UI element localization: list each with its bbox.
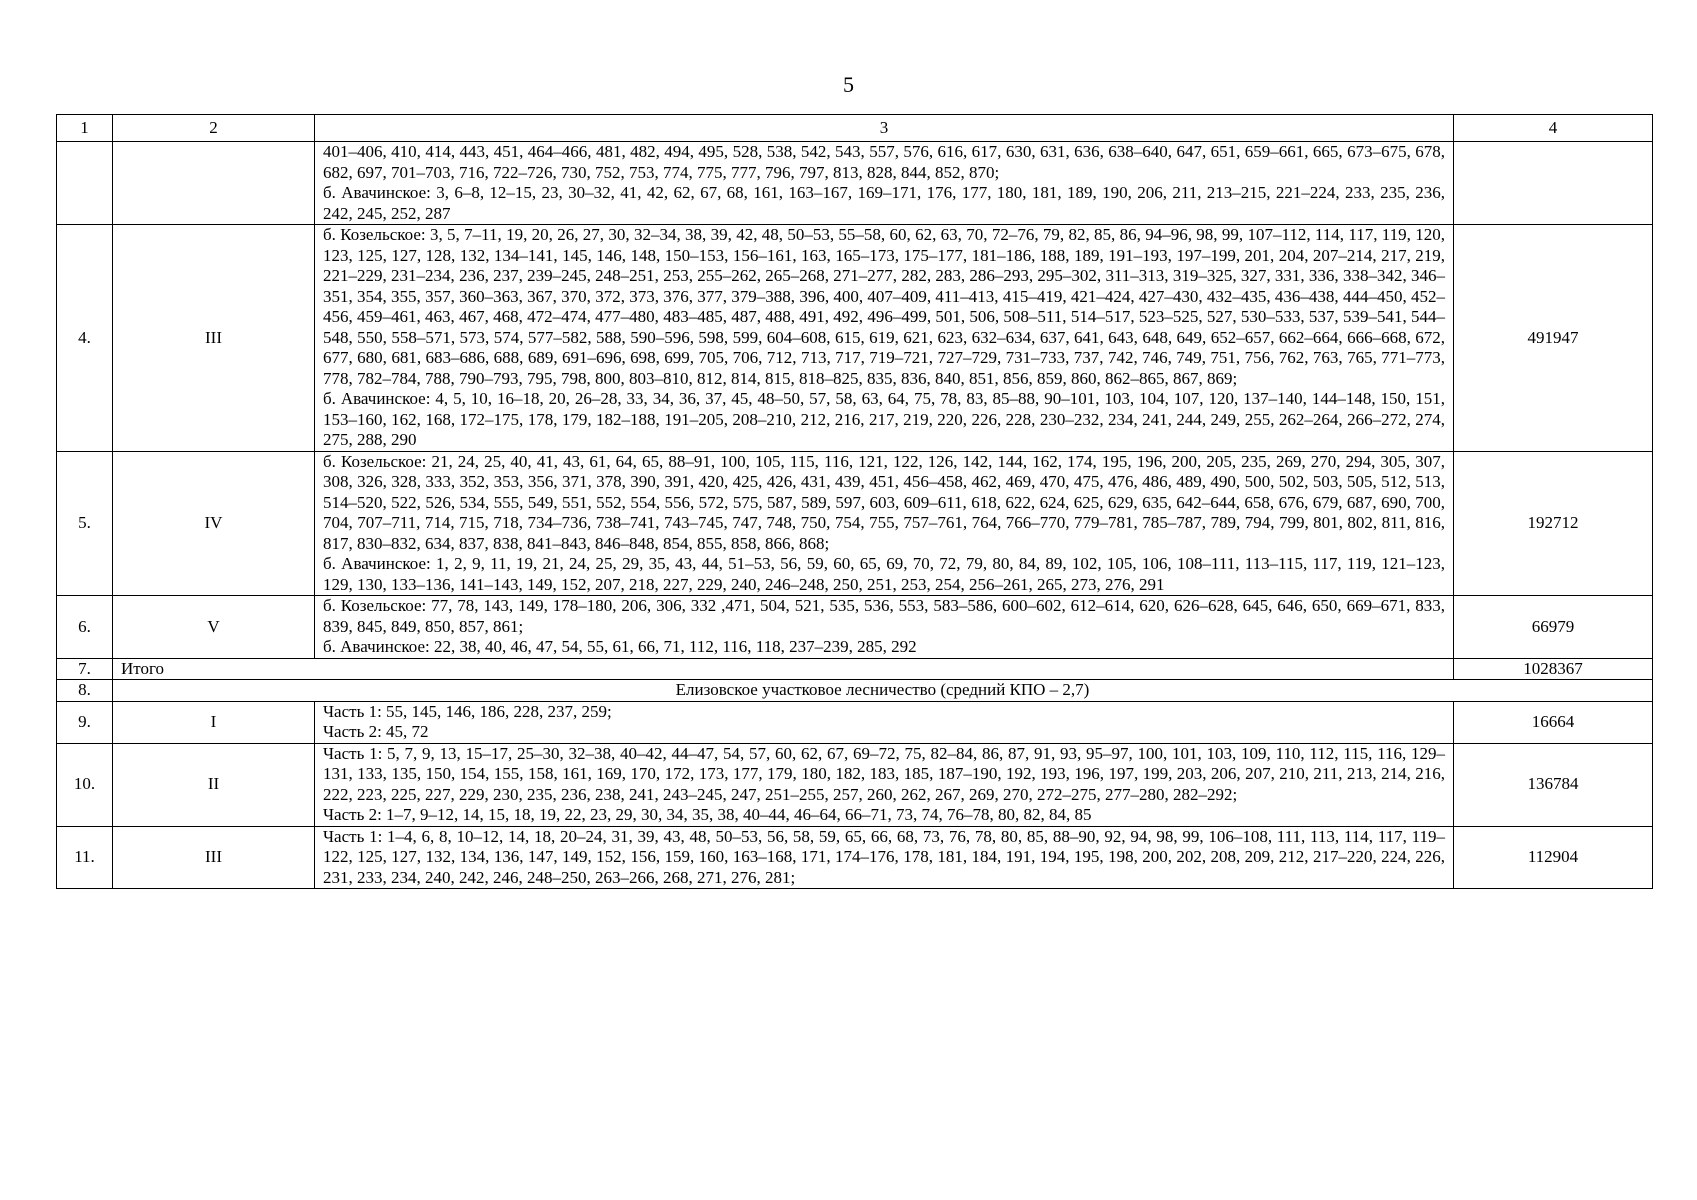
- cell-quarters: [315, 225, 1454, 452]
- quarters-line: б. Авачинское: 3, 6–8, 12–15, 23, 30–32, 41, 42, 62, 67, 68, 161, 163–167, 169–171, 176, 177, 180, 181, 189, 190, 206, 211, 213–215, 221–224, 233, 235, 236, 242, 245, 252, 287: [323, 183, 1445, 223]
- quarters-line: 401–406, 410, 414, 443, 451, 464–466, 481, 482, 494, 495, 528, 538, 542, 543, 557, 576, 616, 617, 630, 631, 636, 638–640, 647, 651, 659–661, 665, 673–675, 678, 682, 697, 701–703, 716, 722–726, 730, 752, 753, 774, 775, 777, 796, 797, 813, 828, 844, 852, 870;: [323, 142, 1445, 182]
- cell-class: V: [113, 596, 315, 659]
- cell-quarters: [315, 142, 1454, 225]
- cell-class: I: [113, 701, 315, 743]
- cell-class: IV: [113, 451, 315, 596]
- document-table: [56, 114, 1653, 889]
- cell-number: 8.: [57, 680, 113, 702]
- table-row: [57, 451, 1653, 596]
- cell-area: 66979: [1454, 596, 1653, 659]
- quarters-line: б. Козельское: 3, 5, 7–11, 19, 20, 26, 27, 30, 32–34, 38, 39, 42, 48, 50–53, 55–58, 60, 62, 63, 70, 72–76, 79, 82, 85, 86, 94–96, 98, 99, 107–112, 114, 117, 119, 120, 123, 125, 127, 128, 132, 134–141, 145, 146, 148, 150–153, 156–161, 163, 165–173, 175–177, 181–186, 188, 189, 191–193, 197–199, 201, 204, 207–214, 217, 219, 221–229, 231–234, 236, 237, 239–245, 248–251, 253, 255–262, 265–268, 271–277, 282, 283, 286–293, 295–302, 311–313, 319–325, 327, 331, 336, 338–342, 346–351, 354, 355, 357, 360–363, 367, 370, 372, 373, 376, 377, 379–388, 396, 400, 407–409, 411–413, 415–419, 421–424, 427–430, 432–435, 436–438, 444–450, 452–456, 459–461, 463, 467, 468, 472–474, 477–480, 483–485, 487, 488, 491, 492, 496–499, 501, 506, 508–511, 514–517, 523–525, 527, 530–533, 537, 539–541, 544–548, 550, 558–571, 573, 574, 577–582, 588, 590–596, 598, 599, 604–608, 615, 619, 621, 623, 632–634, 637, 641, 643, 648, 649, 652–657, 662–664, 666–668, 672, 677, 680, 681, 683–686, 688, 689, 691–696, 698, 699, 705, 706, 712, 713, 717, 719–721, 727–729, 731–733, 737, 742, 746, 749, 751, 756, 762, 763, 765, 771–773, 778, 782–784, 788, 790–793, 795, 798, 800, 803–810, 812, 814, 815, 818–825, 835, 836, 840, 851, 856, 859, 860, 862–865, 867, 869;: [323, 225, 1445, 388]
- table-row: [57, 225, 1653, 452]
- total-row: [57, 658, 1653, 680]
- table-row-continuation: [57, 142, 1653, 225]
- quarters-line: Часть 2: 45, 72: [323, 722, 429, 741]
- cell-number: 6.: [57, 596, 113, 659]
- cell-quarters: [315, 596, 1454, 659]
- cell-class: III: [113, 826, 315, 889]
- table-row: [57, 743, 1653, 826]
- cell-quarters: [315, 743, 1454, 826]
- cell-class: II: [113, 743, 315, 826]
- table-row: [57, 826, 1653, 889]
- column-header-1: 1: [57, 115, 113, 142]
- section-title: Елизовское участковое лесничество (средний КПО – 2,7): [113, 680, 1653, 702]
- quarters-line: б. Авачинское: 4, 5, 10, 16–18, 20, 26–28, 33, 34, 36, 37, 45, 48–50, 57, 58, 63, 64, 75, 78, 83, 85–88, 90–101, 103, 104, 107, 120, 137–140, 144–148, 150, 151, 153–160, 162, 168, 172–175, 178, 179, 182–188, 191–205, 208–210, 212, 216, 217, 219, 220, 226, 228, 230–232, 234, 241, 244, 249, 255, 262–264, 266–272, 274, 275, 288, 290: [323, 389, 1445, 449]
- cell-area: 491947: [1454, 225, 1653, 452]
- cell-number: 9.: [57, 701, 113, 743]
- cell-area: [1454, 142, 1653, 225]
- cell-quarters: [315, 451, 1454, 596]
- cell-class: [113, 142, 315, 225]
- cell-quarters: [315, 701, 1454, 743]
- table-row: [57, 596, 1653, 659]
- cell-area: 112904: [1454, 826, 1653, 889]
- quarters-line: Часть 1: 55, 145, 146, 186, 228, 237, 259;: [323, 701, 612, 721]
- quarters-line: б. Козельское: 21, 24, 25, 40, 41, 43, 61, 64, 65, 88–91, 100, 105, 115, 116, 121, 122, 126, 142, 144, 162, 174, 195, 196, 200, 205, 235, 269, 270, 294, 305, 307, 308, 326, 328, 333, 352, 353, 356, 371, 378, 390, 391, 420, 425, 426, 431, 439, 451, 456–458, 462, 469, 470, 475, 476, 486, 489, 490, 500, 502, 503, 505, 512, 513, 514–520, 522, 526, 534, 555, 549, 551, 552, 554, 556, 572, 575, 587, 589, 597, 603, 609–611, 618, 622, 624, 625, 629, 635, 642–644, 658, 676, 679, 687, 690, 700, 704, 707–711, 714, 715, 718, 734–736, 738–741, 743–745, 747, 748, 750, 754, 755, 757–761, 764, 766–770, 779–781, 785–787, 789, 794, 799, 801, 802, 811, 816, 817, 830–832, 634, 837, 838, 841–843, 846–848, 854, 855, 858, 866, 868;: [323, 451, 1445, 553]
- column-header-4: 4: [1454, 115, 1653, 142]
- quarters-line: Часть 2: 1–7, 9–12, 14, 15, 18, 19, 22, 23, 29, 30, 34, 35, 38, 40–44, 46–64, 66–71, 73, 74, 76–78, 80, 82, 84, 85: [323, 805, 1092, 824]
- cell-number: 7.: [57, 658, 113, 680]
- cell-class: III: [113, 225, 315, 452]
- quarters-line: б. Козельское: 77, 78, 143, 149, 178–180, 206, 306, 332 ,471, 504, 521, 535, 536, 553, 583–586, 600–602, 612–614, 620, 626–628, 645, 646, 650, 669–671, 833, 839, 845, 849, 850, 857, 861;: [323, 596, 1445, 636]
- cell-number: 4.: [57, 225, 113, 452]
- section-row: [57, 680, 1653, 702]
- column-header-2: 2: [113, 115, 315, 142]
- quarters-line: Часть 1: 5, 7, 9, 13, 15–17, 25–30, 32–38, 40–42, 44–47, 54, 57, 60, 62, 67, 69–72, 75, 82–84, 86, 87, 91, 93, 95–97, 100, 101, 103, 109, 110, 112, 115, 116, 129–131, 133, 135, 150, 154, 155, 158, 161, 169, 170, 172, 173, 177, 179, 180, 182, 183, 185, 187–190, 192, 193, 196, 197, 199, 203, 206, 207, 210, 211, 213, 214, 216, 222, 223, 225, 227, 229, 230, 235, 236, 238, 241, 243–245, 247, 251–255, 257, 260, 262, 267, 269, 270, 272–275, 277–280, 282–292;: [323, 743, 1445, 804]
- cell-area: 192712: [1454, 451, 1653, 596]
- table-header-row: [57, 115, 1653, 142]
- total-label: Итого: [113, 658, 1454, 680]
- page-number: 5: [843, 72, 854, 97]
- cell-number: 11.: [57, 826, 113, 889]
- quarters-line: Часть 1: 1–4, 6, 8, 10–12, 14, 18, 20–24, 31, 39, 43, 48, 50–53, 56, 58, 59, 65, 66, 68, 73, 76, 78, 80, 85, 88–90, 92, 94, 98, 99, 106–108, 111, 113, 114, 117, 119–122, 125, 127, 132, 134, 136, 147, 149, 152, 156, 159, 160, 163–168, 171, 174–176, 178, 181, 184, 191, 194, 195, 198, 200, 202, 208, 209, 212, 217–220, 224, 226, 231, 233, 234, 240, 242, 246, 248–250, 263–266, 268, 271, 276, 281;: [323, 826, 1445, 887]
- table-row: [57, 701, 1653, 743]
- cell-number: [57, 142, 113, 225]
- cell-quarters: [315, 826, 1454, 889]
- cell-area: 16664: [1454, 701, 1653, 743]
- column-header-3: 3: [315, 115, 1454, 142]
- quarters-line: б. Авачинское: 1, 2, 9, 11, 19, 21, 24, 25, 29, 35, 43, 44, 51–53, 56, 59, 60, 65, 69, 70, 72, 79, 80, 84, 89, 102, 105, 106, 108–111, 113–115, 117, 119, 121–123, 129, 130, 133–136, 141–143, 149, 152, 207, 218, 227, 229, 240, 246–248, 250, 251, 253, 254, 256–261, 265, 273, 276, 291: [323, 554, 1445, 594]
- cell-area: 136784: [1454, 743, 1653, 826]
- cell-number: 5.: [57, 451, 113, 596]
- cell-number: 10.: [57, 743, 113, 826]
- total-area: 1028367: [1454, 658, 1653, 680]
- quarters-line: б. Авачинское: 22, 38, 40, 46, 47, 54, 55, 61, 66, 71, 112, 116, 118, 237–239, 285, 292: [323, 637, 917, 656]
